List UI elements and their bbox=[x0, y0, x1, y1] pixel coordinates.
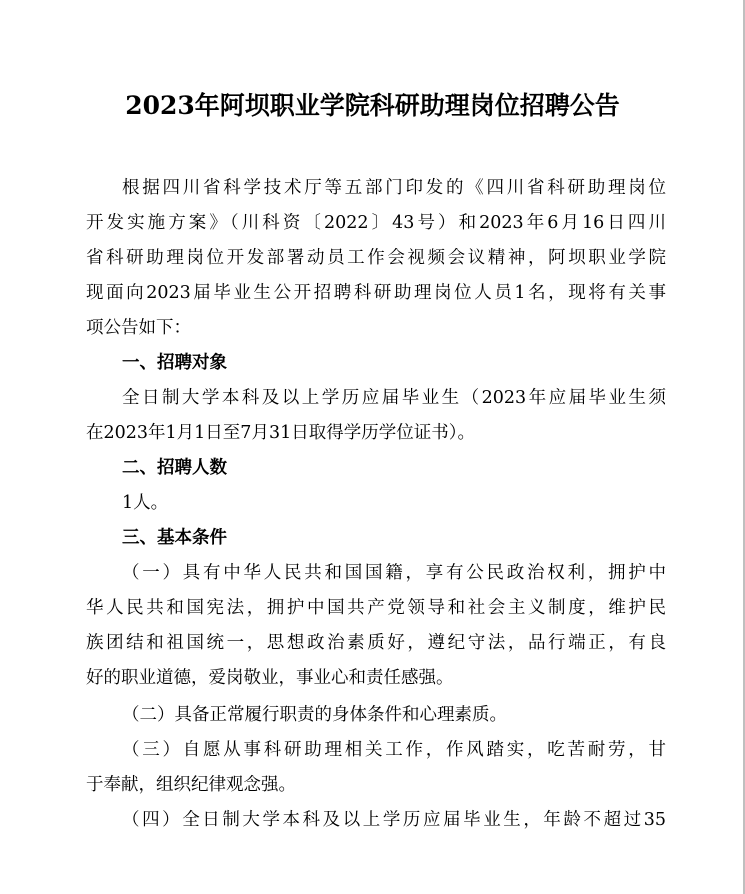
intro-line: 省科研助理岗位开发部署动员工作会视频会议精神，阿坝职业学院 bbox=[86, 248, 666, 268]
paragraph-line: （一）具有中华人民共和国国籍，享有公民政治权利，拥护中 bbox=[122, 563, 666, 583]
paragraph-line: 全日制大学本科及以上学历应届毕业生（2023年应届毕业生须 bbox=[122, 388, 666, 408]
paragraph-line: 于奉献，组织纪律观念强。 bbox=[86, 775, 296, 795]
intro-line: 根据四川省科学技术厅等五部门印发的《四川省科研助理岗位 bbox=[122, 178, 666, 198]
intro-line: 现面向2023届毕业生公开招聘科研助理岗位人员1名，现将有关事 bbox=[86, 283, 666, 303]
document-title: 2023年阿坝职业学院科研助理岗位招聘公告 bbox=[125, 91, 620, 120]
paragraph-line: 好的职业道德，爱岗敬业，事业心和责任感强。 bbox=[86, 668, 454, 688]
paragraph-line: （三）自愿从事科研助理相关工作，作风踏实，吃苦耐劳，甘 bbox=[122, 740, 666, 760]
section-heading: 三、基本条件 bbox=[122, 528, 227, 548]
paragraph-line: （二）具备正常履行职责的身体条件和心理素质。 bbox=[122, 705, 507, 725]
paragraph-line: 族团结和祖国统一，思想政治素质好，遵纪守法，品行端正，有良 bbox=[86, 633, 666, 653]
intro-line: 开发实施方案》（川科资〔2022〕43号）和2023年6月16日四川 bbox=[86, 213, 666, 233]
paragraph-line: 华人民共和国宪法，拥护中国共产党领导和社会主义制度，维护民 bbox=[86, 598, 666, 618]
paragraph-line: 1人。 bbox=[122, 493, 169, 513]
section-heading: 一、招聘对象 bbox=[122, 353, 227, 373]
paragraph-line: （四）全日制大学本科及以上学历应届毕业生，年龄不超过35 bbox=[122, 810, 666, 830]
section-heading: 二、招聘人数 bbox=[122, 458, 227, 478]
paragraph-line: 在2023年1月1日至7月31日取得学历学位证书）。 bbox=[86, 423, 475, 443]
intro-line: 项公告如下： bbox=[86, 318, 191, 338]
